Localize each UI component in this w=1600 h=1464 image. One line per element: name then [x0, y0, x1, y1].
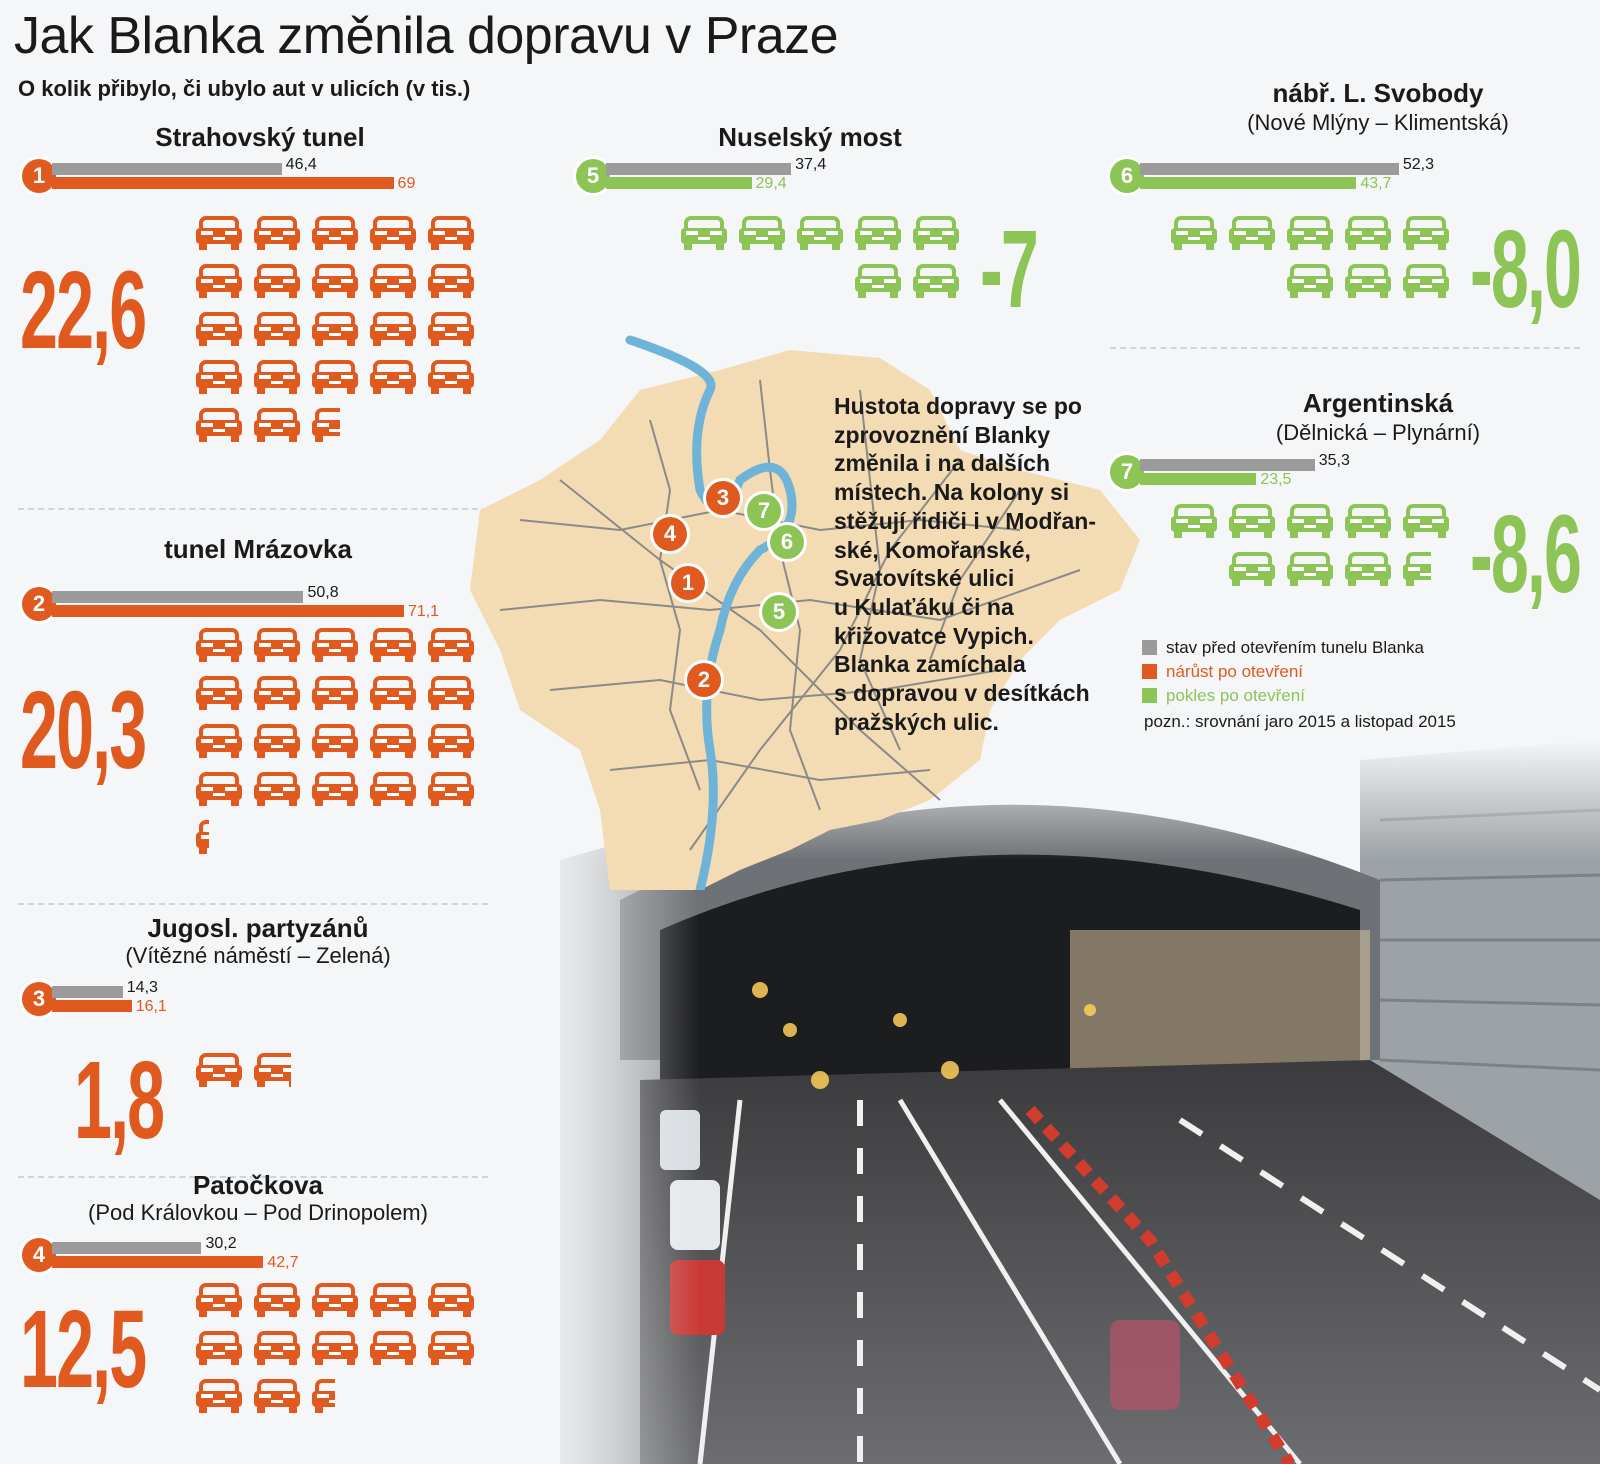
car-icon [311, 627, 359, 668]
panel-subtitle: (Nové Mlýny – Klimentská) [1247, 110, 1509, 135]
description-paragraph [834, 392, 1109, 736]
car-icon [369, 215, 417, 256]
value-after: 69 [397, 175, 416, 192]
car-icon [369, 627, 417, 668]
paragraph-line: zprovoznění Blanky [834, 421, 1050, 448]
panel-title: Strahovský tunel [155, 122, 365, 152]
separator [18, 508, 488, 510]
change-value: 12,5 [20, 1288, 146, 1411]
car-icon [195, 359, 243, 400]
car-icon [195, 1378, 243, 1419]
panel-subtitle: (Pod Královkou – Pod Drinopolem) [88, 1200, 428, 1225]
car-icon [1228, 503, 1276, 544]
legend-swatch [1142, 688, 1157, 703]
value-after: 23,5 [1260, 471, 1292, 488]
car-icon [195, 1282, 243, 1323]
car-icon-partial [195, 819, 243, 860]
paragraph-line: Svatovítské ulici [834, 565, 1015, 592]
car-icon [195, 627, 243, 668]
legend-swatch [1142, 664, 1157, 679]
map-marker-4: 4 [653, 517, 687, 551]
map-marker-7: 7 [747, 494, 781, 528]
car-icon [854, 263, 902, 304]
car-icon [427, 263, 475, 304]
bar-before [52, 1242, 201, 1254]
car-icon [1344, 263, 1392, 304]
car-icon [1228, 551, 1276, 592]
car-icon [1170, 503, 1218, 544]
paragraph-line: ské, Komořanské, [834, 536, 1031, 563]
car-icon [311, 723, 359, 764]
car-icon [1228, 215, 1276, 256]
car-icon [369, 359, 417, 400]
map-marker-1: 1 [671, 566, 705, 600]
value-before: 52,3 [1402, 156, 1435, 173]
car-icon [195, 675, 243, 716]
car-icon [253, 627, 301, 668]
car-icon [195, 311, 243, 352]
car-icon [195, 215, 243, 256]
bar-before [606, 163, 791, 175]
change-value: 1,8 [74, 1039, 164, 1162]
value-before: 46,4 [285, 156, 317, 173]
car-icon [253, 1282, 301, 1323]
car-icon [427, 1282, 475, 1323]
car-icon [311, 1330, 359, 1371]
car-icon [311, 1282, 359, 1323]
car-icon [253, 215, 301, 256]
panel-title: Argentinská [1302, 388, 1454, 418]
car-icon [1344, 503, 1392, 544]
panel-subtitle: (Vítězné náměstí – Zelená) [125, 943, 391, 968]
car-icon [311, 359, 359, 400]
car-icon [253, 263, 301, 304]
car-icon [1286, 263, 1334, 304]
car-icon [1344, 551, 1392, 592]
car-icon [1170, 215, 1218, 256]
map-marker-6: 6 [770, 525, 804, 559]
paragraph-line: změnila i na dalších [834, 450, 1051, 477]
legend-note: pozn.: srovnání jaro 2015 a listopad 2015 [1144, 712, 1456, 731]
number-badge: 6 [1110, 159, 1144, 193]
car-icon [253, 723, 301, 764]
bar-after [52, 605, 404, 617]
paragraph-line: stěžují řidiči i v Modřan- [834, 507, 1096, 534]
car-icon [912, 215, 960, 256]
paragraph-line: křižovatce Vypich. [834, 622, 1034, 649]
car-icon-partial [253, 1052, 301, 1093]
panel-title: tunel Mrázovka [164, 534, 352, 564]
legend-label: nárůst po otevření [1166, 662, 1304, 681]
bar-before [1140, 163, 1399, 175]
map-marker-2: 2 [687, 663, 721, 697]
car-icon [427, 215, 475, 256]
page-subtitle: O kolik přibylo, či ubylo aut v ulicích (v tis.) [18, 76, 471, 101]
value-before: 14,3 [126, 979, 158, 996]
car-icon [311, 311, 359, 352]
car-icon [253, 311, 301, 352]
car-icon [796, 215, 844, 256]
number-badge: 5 [576, 159, 610, 193]
car-icon [253, 407, 301, 448]
car-icon [1286, 215, 1334, 256]
value-after: 43,7 [1360, 175, 1392, 192]
car-icon [311, 675, 359, 716]
map-marker-3: 3 [706, 481, 740, 515]
car-icon [195, 1052, 243, 1093]
change-value: -8,0 [1470, 208, 1581, 331]
bar-after [606, 177, 752, 189]
value-before: 37,4 [795, 156, 827, 173]
car-icon [1286, 503, 1334, 544]
car-icon-partial [1402, 551, 1450, 592]
car-icon [253, 771, 301, 812]
car-icon [1402, 503, 1450, 544]
car-icon [195, 407, 243, 448]
paragraph-line: u Kulaťáku či na [834, 593, 1014, 620]
car-icon [738, 215, 786, 256]
legend-swatch [1142, 640, 1157, 655]
change-value: 20,3 [20, 669, 146, 792]
change-value: -7 [980, 208, 1037, 331]
separator [1110, 347, 1580, 349]
paragraph-line: s dopravou v desítkách [834, 680, 1090, 707]
paragraph-line: místech. Na kolony si [834, 479, 1070, 506]
car-icon [854, 215, 902, 256]
car-icon [369, 1282, 417, 1323]
car-icon [369, 263, 417, 304]
car-icon [680, 215, 728, 256]
car-icon [195, 263, 243, 304]
car-icon-partial [311, 1378, 359, 1419]
car-icon [369, 723, 417, 764]
value-after: 29,4 [755, 175, 787, 192]
value-after: 16,1 [135, 998, 167, 1015]
car-icon [311, 263, 359, 304]
bar-after [1140, 177, 1356, 189]
car-icon [253, 359, 301, 400]
bar-after [52, 1256, 263, 1268]
car-icon [427, 1330, 475, 1371]
bar-after [52, 1000, 132, 1012]
panel-title: Jugosl. partyzánů [147, 913, 369, 943]
value-before: 30,2 [205, 1235, 237, 1252]
value-before: 35,3 [1318, 452, 1350, 469]
car-icon [1402, 263, 1450, 304]
car-icon [912, 263, 960, 304]
number-badge: 1 [22, 159, 56, 193]
number-badge: 7 [1110, 455, 1144, 489]
bar-before [52, 163, 282, 175]
number-badge: 2 [22, 587, 56, 621]
car-icon [195, 723, 243, 764]
car-icon [195, 771, 243, 812]
legend-label: pokles po otevření [1166, 686, 1305, 705]
car-icon [369, 675, 417, 716]
separator [18, 903, 488, 905]
panel-subtitle: (Dělnická – Plynární) [1275, 420, 1481, 445]
car-icon [253, 1330, 301, 1371]
car-icon [253, 1378, 301, 1419]
change-value: -8,6 [1470, 493, 1581, 616]
car-icon [1286, 551, 1334, 592]
paragraph-line: Hustota dopravy se po [834, 393, 1082, 419]
car-icon [311, 215, 359, 256]
car-icon [253, 675, 301, 716]
car-icon [1344, 215, 1392, 256]
car-icon [369, 311, 417, 352]
car-icon [195, 1330, 243, 1371]
legend-label: stav před otevřením tunelu Blanka [1166, 638, 1424, 657]
page-title: Jak Blanka změnila dopravu v Praze [14, 7, 839, 65]
paragraph-line: Blanka zamíchala [834, 651, 1026, 678]
change-value: 22,6 [20, 249, 146, 372]
bar-before [52, 591, 303, 603]
number-badge: 3 [22, 982, 56, 1016]
value-before: 50,8 [307, 584, 339, 601]
paragraph-line: pražských ulic. [834, 708, 999, 735]
car-icon [369, 1330, 417, 1371]
panel-title: nábř. L. Svobody [1272, 78, 1484, 108]
car-icon-partial [311, 407, 359, 448]
car-icon [311, 771, 359, 812]
car-icon [1402, 215, 1450, 256]
car-icon [369, 771, 417, 812]
panel-title: Patočkova [192, 1170, 324, 1200]
bar-before [1140, 459, 1315, 471]
value-after: 71,1 [407, 603, 440, 620]
bar-before [52, 986, 123, 998]
number-badge: 4 [22, 1238, 56, 1272]
map-marker-5: 5 [762, 595, 796, 629]
value-after: 42,7 [267, 1254, 299, 1271]
bar-after [52, 177, 394, 189]
panel-title: Nuselský most [718, 122, 902, 152]
